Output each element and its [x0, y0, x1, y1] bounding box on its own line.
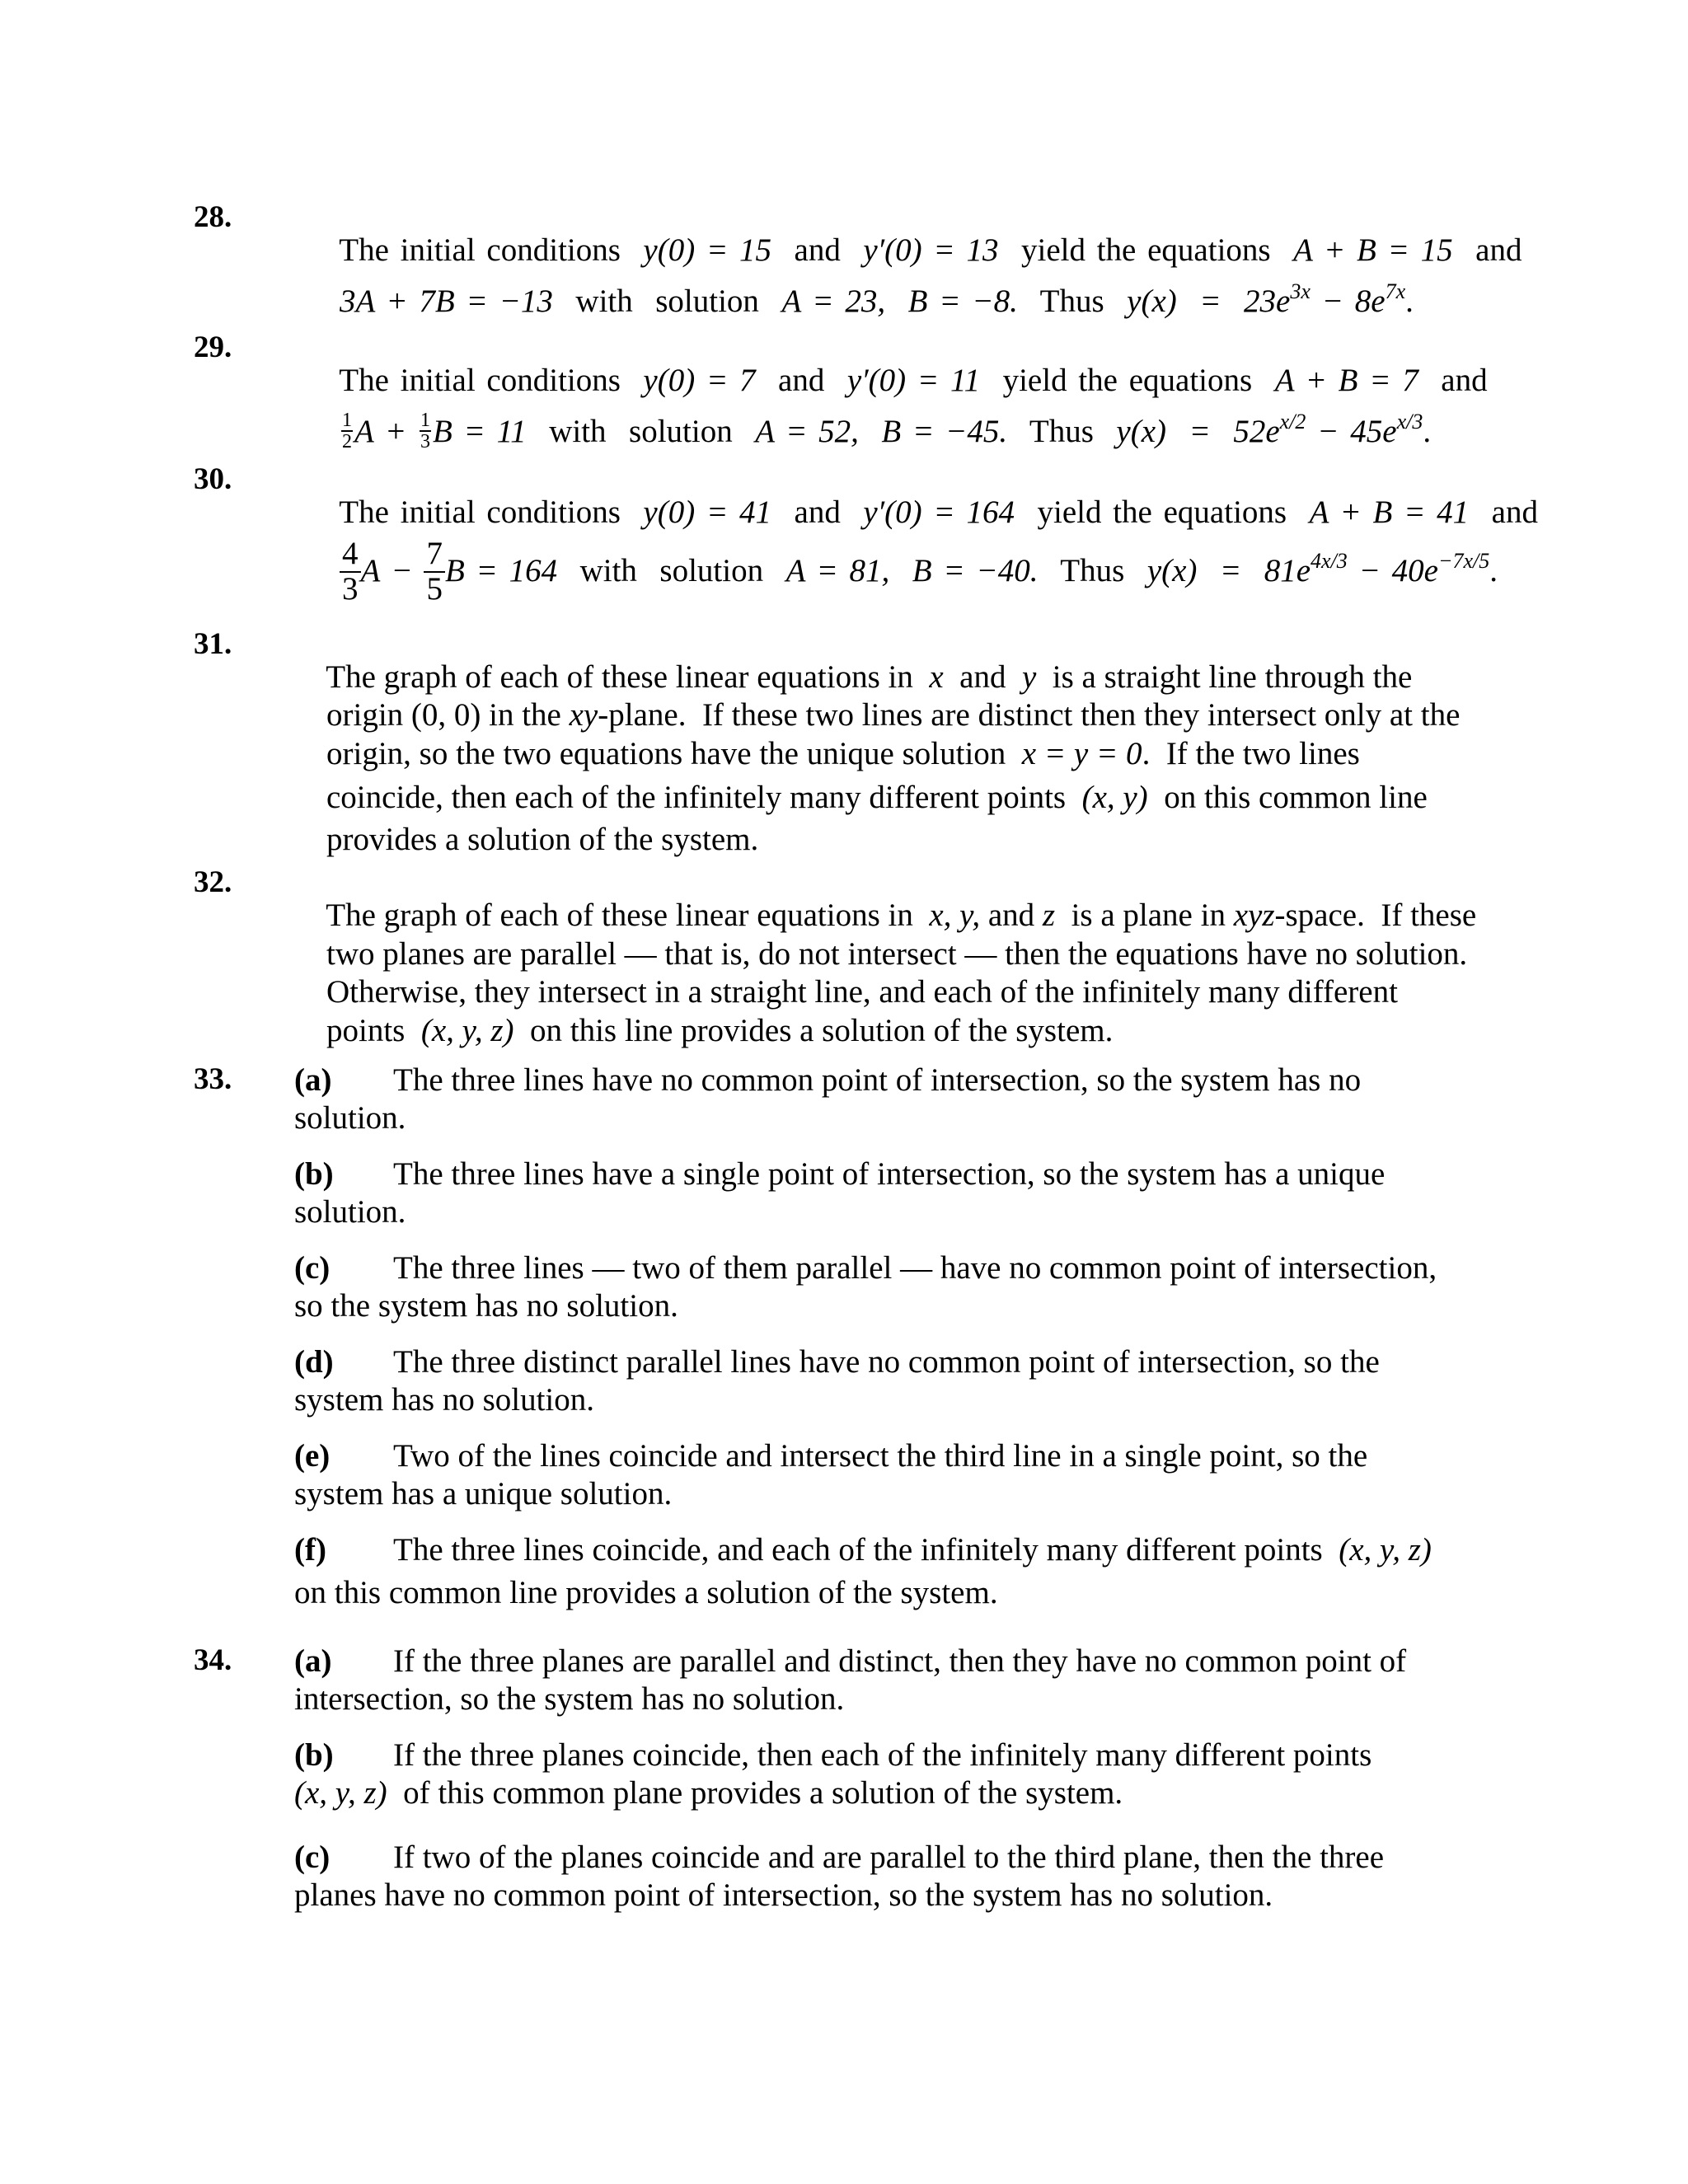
text: yield the equations — [1014, 494, 1310, 530]
text: and — [1469, 494, 1538, 530]
numerator: 1 — [420, 410, 430, 432]
part-label: (d) — [294, 1344, 334, 1380]
text: with solution — [557, 552, 786, 588]
text: and — [943, 659, 1022, 695]
part-label: (c) — [294, 1250, 331, 1286]
numerator: 4 — [340, 537, 361, 573]
text: -plane. If these two lines are distinct then they intersect only at the — [598, 697, 1461, 733]
math: y(0) = 7 — [643, 363, 756, 398]
part-label: (a) — [294, 1062, 332, 1098]
text: . — [1405, 284, 1414, 319]
part-a-line-2 — [294, 1683, 844, 1715]
text: If the three planes coincide, then each of the infinitely many different points — [393, 1737, 1372, 1773]
text: . If the two lines — [1142, 736, 1360, 771]
math: y(x) = 81e — [1146, 552, 1311, 588]
exponent: x/2 — [1279, 410, 1306, 434]
part-f-line-1 — [294, 1534, 1432, 1566]
problem-number: 34. — [194, 1643, 232, 1677]
part-e-line-2 — [294, 1478, 672, 1510]
denominator: 3 — [420, 431, 430, 453]
part-b-line-2 — [294, 1196, 406, 1228]
text: and — [771, 232, 864, 268]
math: B = 11 — [432, 414, 527, 449]
math: A + B = 41 — [1309, 494, 1470, 530]
text: provides a solution of the system. — [326, 822, 759, 857]
math: x, y, — [929, 898, 981, 933]
math: − 40e — [1347, 552, 1438, 588]
text: . — [1489, 552, 1498, 588]
part-b-line-1 — [294, 1739, 1372, 1771]
part-f-line-2 — [294, 1577, 998, 1609]
math: A + — [354, 414, 418, 449]
text: The three lines have a single point of intersection, so the system has a unique — [393, 1156, 1386, 1192]
text: planes have no common point of intersection, so the system has no solution. — [294, 1877, 1273, 1913]
math: y(0) = 41 — [643, 494, 772, 530]
part-b-line-2 — [294, 1777, 1123, 1809]
text: on this common line provides a solution of the system. — [294, 1575, 998, 1610]
math: x = y = 0 — [1021, 736, 1142, 771]
text: If two of the planes coincide and are parallel to the third plane, then the three — [393, 1840, 1385, 1875]
math: y(0) = 15 — [643, 232, 772, 268]
text: The three lines have no common point of intersection, so the system has no — [393, 1062, 1362, 1098]
problem-number: 31. — [194, 627, 232, 661]
part-c-line-1 — [294, 1252, 1437, 1284]
problem-number: 29. — [194, 330, 232, 364]
fraction — [420, 410, 431, 452]
numerator: 7 — [424, 537, 445, 573]
math: − 45e — [1306, 414, 1397, 449]
text: and — [771, 494, 864, 530]
text: is a plane in — [1055, 898, 1234, 933]
math: xy — [569, 697, 598, 733]
exponent: 4x/3 — [1311, 548, 1348, 573]
fraction — [340, 537, 361, 607]
text: yield the equations — [998, 232, 1294, 268]
text: yield the equations — [980, 363, 1275, 398]
text: The three lines — two of them parallel — have no common point of intersection, — [393, 1250, 1437, 1286]
part-c-line-2 — [294, 1290, 678, 1322]
fraction — [424, 537, 445, 607]
problem-number: 32. — [194, 865, 232, 899]
part-b-line-1 — [294, 1158, 1385, 1190]
text: solution. — [294, 1194, 406, 1230]
math: z — [1042, 898, 1056, 933]
math: y(x) = 52e — [1116, 414, 1280, 449]
text: and — [755, 363, 847, 398]
text: origin (0, 0) in the — [326, 697, 570, 733]
math: A = 23, B = −8. — [781, 284, 1018, 319]
text: The graph of each of these linear equations in — [326, 659, 930, 695]
part-a-line-2 — [294, 1102, 406, 1134]
problem-number: 33. — [194, 1062, 232, 1096]
text: on this common line — [1147, 780, 1428, 815]
denominator: 3 — [342, 570, 359, 607]
text: The graph of each of these linear equations in — [326, 898, 930, 933]
text: and — [1418, 363, 1488, 398]
text: and — [1452, 232, 1522, 268]
text: The three lines coincide, and each of the infinitely many different points — [393, 1532, 1339, 1568]
text: . — [1423, 414, 1432, 449]
math: A = 52, B = −45. — [755, 414, 1008, 449]
text: Thus — [1017, 284, 1128, 319]
text: The initial conditions — [339, 232, 644, 268]
text: solution. — [294, 1100, 406, 1136]
part-c-line-1 — [294, 1841, 1384, 1873]
math: A + B = 7 — [1274, 363, 1418, 398]
text: The three distinct parallel lines have no common point of intersection, so the — [393, 1344, 1380, 1380]
text: coincide, then each of the infinitely many different points — [326, 780, 1082, 815]
math: B = 164 — [444, 552, 558, 588]
exponent: 7x — [1385, 279, 1406, 303]
text: points — [326, 1013, 421, 1048]
part-e-line-1 — [294, 1440, 1367, 1472]
text: If the three planes are parallel and distinct, then they have no common point of — [393, 1643, 1407, 1679]
math: A − — [360, 552, 424, 588]
problem-line-2 — [294, 507, 1498, 640]
math: y′(0) = 11 — [846, 363, 981, 398]
text: system has no solution. — [294, 1382, 595, 1418]
problem-number: 30. — [194, 462, 232, 496]
math: (x, y, z) — [294, 1775, 387, 1811]
text: Two of the lines coincide and intersect the third line in a single point, so the — [393, 1438, 1368, 1474]
part-d-line-1 — [294, 1346, 1380, 1378]
part-label: (f) — [294, 1532, 326, 1568]
math: − 8e — [1310, 284, 1386, 319]
text: on this line provides a solution of the system. — [513, 1013, 1114, 1048]
text: Thus — [1007, 414, 1117, 449]
math: A + B = 15 — [1293, 232, 1453, 268]
part-d-line-2 — [294, 1384, 594, 1416]
part-c-line-2 — [294, 1879, 1273, 1911]
text: Otherwise, they intersect in a straight line, and each of the infinitely many different — [326, 974, 1398, 1010]
fraction — [341, 410, 353, 452]
text: system has a unique solution. — [294, 1476, 673, 1511]
denominator: 5 — [426, 570, 443, 607]
math: (x, y, z) — [420, 1013, 514, 1048]
text: of this common plane provides a solution of the system. — [387, 1775, 1123, 1811]
part-label: (e) — [294, 1438, 331, 1474]
text: -space. If these — [1274, 898, 1477, 933]
text: The initial conditions — [339, 494, 644, 530]
math: (x, y) — [1081, 780, 1148, 815]
part-label: (a) — [294, 1643, 332, 1679]
numerator: 1 — [342, 410, 352, 432]
math: x — [929, 659, 944, 695]
text: Thus — [1038, 552, 1147, 588]
text: and — [980, 898, 1043, 933]
math: A = 81, B = −40. — [785, 552, 1039, 588]
exponent: x/3 — [1396, 410, 1423, 434]
exponent: 3x — [1290, 279, 1311, 303]
math: y′(0) = 164 — [863, 494, 1015, 530]
text: intersection, so the system has no solution. — [294, 1681, 845, 1717]
text: is a straight line through the — [1036, 659, 1413, 695]
math: 3A + 7B = −13 — [340, 284, 553, 319]
text: The initial conditions — [339, 363, 644, 398]
problem-number: 28. — [194, 200, 232, 234]
math: (x, y, z) — [1339, 1532, 1432, 1568]
math: y(x) = 23e — [1127, 284, 1291, 319]
text: so the system has no solution. — [294, 1288, 678, 1324]
text: with solution — [552, 284, 782, 319]
text: with solution — [526, 414, 756, 449]
part-label: (b) — [294, 1737, 334, 1773]
part-a-line-1 — [294, 1064, 1361, 1096]
text: two planes are parallel — that is, do not intersect — then the equations have no solution. — [326, 936, 1468, 972]
math: y′(0) = 13 — [863, 232, 999, 268]
math: y — [1021, 659, 1037, 695]
math: xyz — [1233, 898, 1275, 933]
denominator: 2 — [342, 431, 352, 453]
part-label: (b) — [294, 1156, 334, 1192]
part-label: (c) — [294, 1840, 331, 1875]
text: origin, so the two equations have the unique solution — [326, 736, 1022, 771]
exponent: −7x/5 — [1437, 548, 1490, 573]
part-a-line-1 — [294, 1645, 1406, 1677]
